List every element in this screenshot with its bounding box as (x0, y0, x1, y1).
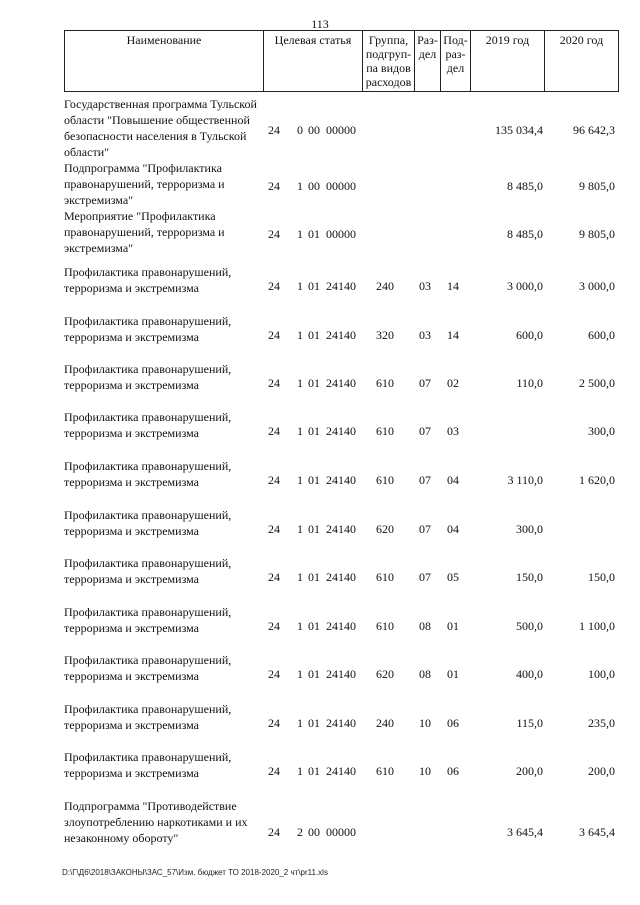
row-name: Профилактика правонарушений, терроризма и экстремизма (64, 508, 232, 538)
cell-pr: 04 (447, 473, 459, 487)
row-name: Профилактика правонарушений, терроризма и экстремизма (64, 750, 232, 780)
cell-s: 1 (297, 376, 303, 390)
table-row (64, 313, 624, 353)
header-group: Группа, подгруп-па видов расходов (362, 31, 414, 91)
cell-grp: 620 (376, 522, 394, 536)
table-row (64, 604, 624, 644)
row-name: Профилактика правонарушений, терроризма и экстремизма (64, 605, 232, 635)
cell-p: 24 (268, 716, 280, 730)
cell-v2020: 600,0 (588, 328, 615, 342)
cell-v2019: 115,0 (516, 716, 543, 730)
header-section: Раз-дел (414, 31, 440, 91)
table-row (64, 555, 624, 595)
cell-p: 24 (268, 473, 280, 487)
table-row (64, 749, 624, 789)
cell-pr: 01 (447, 667, 459, 681)
cell-grp: 610 (376, 473, 394, 487)
cell-pr: 06 (447, 764, 459, 778)
cell-rz: 07 (419, 424, 431, 438)
row-name: Профилактика правонарушений, терроризма и экстремизма (64, 459, 232, 489)
cell-s: 2 (297, 825, 303, 839)
cell-p: 24 (268, 667, 280, 681)
cell-d: 24140 (326, 328, 356, 342)
table-row (64, 160, 624, 208)
cell-s: 1 (297, 473, 303, 487)
table-row (64, 652, 624, 692)
cell-v2019: 200,0 (516, 764, 543, 778)
row-name: Профилактика правонарушений, терроризма и экстремизма (64, 556, 232, 586)
cell-rz: 07 (419, 522, 431, 536)
header-name: Наименование (126, 33, 202, 47)
cell-v2020: 200,0 (588, 764, 615, 778)
cell-v2019: 8 485,0 (507, 227, 543, 241)
cell-p: 24 (268, 522, 280, 536)
cell-v2020: 9 805,0 (579, 179, 615, 193)
cell-d: 24140 (326, 522, 356, 536)
cell-m: 00 (308, 123, 320, 137)
row-name: Подпрограмма "Профилактика правонарушений, терроризма и экстремизма" (64, 161, 225, 207)
cell-v2020: 96 642,3 (573, 123, 615, 137)
cell-m: 01 (308, 328, 320, 342)
cell-pr: 14 (447, 279, 459, 293)
cell-p: 24 (268, 328, 280, 342)
row-name: Профилактика правонарушений, терроризма и экстремизма (64, 702, 232, 732)
cell-s: 1 (297, 424, 303, 438)
cell-v2019: 3 110,0 (507, 473, 543, 487)
table-row (64, 264, 624, 304)
cell-rz: 03 (419, 328, 431, 342)
table-row (64, 458, 624, 498)
cell-grp: 320 (376, 328, 394, 342)
cell-v2020: 150,0 (588, 570, 615, 584)
cell-pr: 04 (447, 522, 459, 536)
cell-rz: 10 (419, 716, 431, 730)
table-row (64, 701, 624, 741)
cell-d: 00000 (326, 123, 356, 137)
cell-s: 1 (297, 716, 303, 730)
cell-grp: 610 (376, 764, 394, 778)
cell-grp: 610 (376, 424, 394, 438)
table-row (64, 208, 624, 256)
cell-d: 24140 (326, 570, 356, 584)
cell-v2019: 3 000,0 (507, 279, 543, 293)
cell-s: 1 (297, 328, 303, 342)
cell-m: 01 (308, 619, 320, 633)
cell-p: 24 (268, 825, 280, 839)
page-number: 113 (311, 17, 329, 31)
row-name: Профилактика правонарушений, терроризма и экстремизма (64, 265, 232, 295)
table-row (64, 96, 624, 160)
cell-s: 1 (297, 279, 303, 293)
cell-v2020: 235,0 (588, 716, 615, 730)
cell-rz: 07 (419, 376, 431, 390)
cell-rz: 08 (419, 667, 431, 681)
cell-pr: 01 (447, 619, 459, 633)
cell-v2020: 100,0 (588, 667, 615, 681)
cell-p: 24 (268, 764, 280, 778)
header-target: Целевая статья (263, 31, 362, 91)
row-name: Мероприятие "Профилактика правонарушений, терроризма и экстремизма" (64, 209, 225, 255)
row-name: Подпрограмма "Противодействие злоупотреблению наркотиками и их незаконному обороту" (64, 799, 248, 845)
cell-m: 01 (308, 570, 320, 584)
cell-p: 24 (268, 179, 280, 193)
cell-d: 00000 (326, 179, 356, 193)
cell-rz: 07 (419, 570, 431, 584)
cell-d: 24140 (326, 716, 356, 730)
cell-v2020: 9 805,0 (579, 227, 615, 241)
cell-m: 01 (308, 424, 320, 438)
cell-s: 1 (297, 227, 303, 241)
cell-m: 01 (308, 764, 320, 778)
cell-p: 24 (268, 619, 280, 633)
cell-rz: 03 (419, 279, 431, 293)
cell-s: 1 (297, 179, 303, 193)
cell-v2020: 3 000,0 (579, 279, 615, 293)
cell-d: 24140 (326, 279, 356, 293)
cell-p: 24 (268, 424, 280, 438)
cell-v2019: 300,0 (516, 522, 543, 536)
header-2020: 2020 год (544, 31, 618, 91)
header-subsection: Под-раз-дел (440, 31, 470, 91)
cell-p: 24 (268, 227, 280, 241)
cell-d: 24140 (326, 424, 356, 438)
cell-grp: 610 (376, 619, 394, 633)
cell-s: 1 (297, 619, 303, 633)
table-header (64, 30, 619, 92)
cell-d: 24140 (326, 667, 356, 681)
cell-p: 24 (268, 123, 280, 137)
cell-m: 01 (308, 716, 320, 730)
cell-v2019: 400,0 (516, 667, 543, 681)
cell-s: 1 (297, 570, 303, 584)
row-name: Профилактика правонарушений, терроризма и экстремизма (64, 314, 232, 344)
cell-v2020: 300,0 (588, 424, 615, 438)
cell-p: 24 (268, 279, 280, 293)
cell-m: 01 (308, 522, 320, 536)
cell-rz: 08 (419, 619, 431, 633)
row-name: Профилактика правонарушений, терроризма и экстремизма (64, 362, 232, 392)
cell-v2019: 3 645,4 (507, 825, 543, 839)
cell-m: 01 (308, 376, 320, 390)
cell-grp: 240 (376, 279, 394, 293)
cell-v2020: 1 620,0 (579, 473, 615, 487)
cell-rz: 07 (419, 473, 431, 487)
cell-m: 01 (308, 279, 320, 293)
cell-v2020: 2 500,0 (579, 376, 615, 390)
cell-rz: 10 (419, 764, 431, 778)
cell-v2019: 110,0 (516, 376, 543, 390)
cell-pr: 03 (447, 424, 459, 438)
table-row (64, 361, 624, 401)
cell-d: 24140 (326, 764, 356, 778)
cell-grp: 610 (376, 570, 394, 584)
file-path-footer: D:\Г\Д6\2018\ЗАКОНЫ\ЗАС_57\Изм. бюджет ТО 2018-2020_2 чт\pr11.xls (62, 868, 328, 877)
cell-pr: 14 (447, 328, 459, 342)
cell-v2020: 3 645,4 (579, 825, 615, 839)
cell-s: 1 (297, 667, 303, 681)
cell-d: 24140 (326, 473, 356, 487)
cell-m: 01 (308, 667, 320, 681)
cell-pr: 02 (447, 376, 459, 390)
cell-p: 24 (268, 376, 280, 390)
cell-pr: 06 (447, 716, 459, 730)
cell-m: 00 (308, 825, 320, 839)
cell-d: 24140 (326, 376, 356, 390)
cell-m: 00 (308, 179, 320, 193)
cell-grp: 620 (376, 667, 394, 681)
cell-d: 00000 (326, 825, 356, 839)
row-name: Профилактика правонарушений, терроризма и экстремизма (64, 410, 232, 440)
table-row (64, 798, 624, 862)
row-name: Профилактика правонарушений, терроризма и экстремизма (64, 653, 232, 683)
table-row (64, 409, 624, 449)
row-name: Государственная программа Тульской области "Повышение общественной безопасности населения в Тульской области" (64, 97, 257, 159)
cell-v2019: 135 034,4 (495, 123, 543, 137)
header-2019: 2019 год (470, 31, 544, 91)
cell-s: 1 (297, 764, 303, 778)
cell-s: 1 (297, 522, 303, 536)
cell-m: 01 (308, 473, 320, 487)
cell-v2019: 150,0 (516, 570, 543, 584)
cell-d: 24140 (326, 619, 356, 633)
cell-pr: 05 (447, 570, 459, 584)
cell-p: 24 (268, 570, 280, 584)
cell-s: 0 (297, 123, 303, 137)
cell-m: 01 (308, 227, 320, 241)
cell-grp: 240 (376, 716, 394, 730)
cell-v2019: 600,0 (516, 328, 543, 342)
cell-grp: 610 (376, 376, 394, 390)
cell-v2019: 500,0 (516, 619, 543, 633)
cell-v2019: 8 485,0 (507, 179, 543, 193)
cell-v2020: 1 100,0 (579, 619, 615, 633)
table-row (64, 507, 624, 547)
cell-d: 00000 (326, 227, 356, 241)
